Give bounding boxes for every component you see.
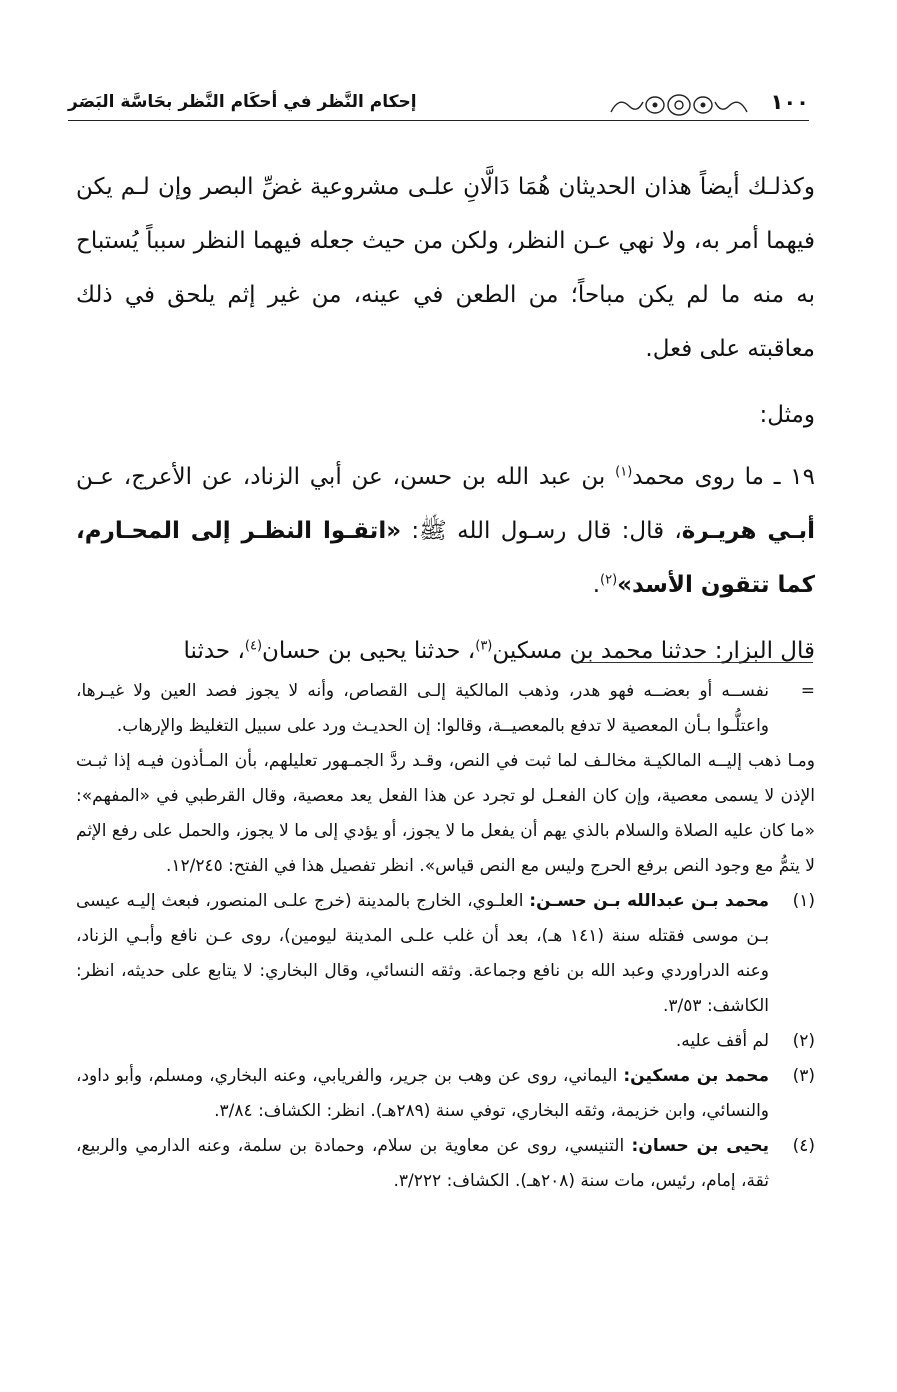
footnotes <box>76 674 815 1199</box>
paragraph-2: ومثل: <box>759 402 815 428</box>
main-text <box>76 160 815 690</box>
page-number: ١٠٠ <box>770 90 809 114</box>
footnote-continuation: = نفســه أو بعضــه فهو هدر، وذهب المالكية إلـى القصاص، وأنه لا يجوز فصد العين ولا غيـرها، واعتلُّـوا بـأن المعصية لا تدفع بالمعصيــة، وقالوا: إن الحديـث ورد على سبيل التغليظ والإرهاب. <box>76 674 815 744</box>
footnote-ref-1[interactable]: (١) <box>615 464 633 480</box>
header-rule <box>68 120 809 121</box>
footnote-ref-2[interactable]: (٢) <box>600 572 618 588</box>
footnote-3: (٣) محمد بن مسكين: اليماني، روى عن وهب بن جرير، والفريابي، وعنه البخاري، ومسلم، وأبو داود، والنسائي، وابن خزيمة، وثقه البخاري، توفي سنة (٢٨٩هـ). انظر: الكشاف: ٣/٨٤. <box>76 1066 815 1121</box>
footnote-4: (٤) يحيى بن حسان: التنيسي، روى عن معاوية بن سلام، وحمادة بن سلمة، وعنه الدارمي والربيع، ثقة، إمام، رئيس، مات سنة (٢٠٨هـ). الكشاف: ٣/٢٢٢. <box>76 1136 815 1191</box>
footnote-continuation-2: ومـا ذهب إليــه المالكيـة مخالـف لما ثبت في النص، وقـد ردَّ الجمـهور تعليلهم، بأن المـأذون فيـه إذا ثبـت الإذن لا يسمى معصية، وإن كان الفعـل لو تجرد عن هذا الفعل يعد معصية، وقال القرطبي في «المفهم»: «ما كان عليه الصلاة والسلام بالذي يهم أن يفعل ما لا يجوز، أو يؤدي إلى ما لا يجوز، والحمل على رفع الإثم لا يتمُّ مع وجود النص برفع الحرج وليس مع النص قياس». انظر تفصيل هذا في الفتح: ١٢/٢٤٥. <box>76 751 815 876</box>
paragraph-1: وكذلـك أيضاً هذان الحديثان هُمَا دَالَّانِ علـى مشروعية غضِّ البصر وإن لـم يكن فيهما أمر به، ولا نهي عـن النظر، ولكن من حيث جعله فيهما النظر سبباً يُستباح به منه ما لم يكن مباحاً؛ من الطعن في عينه، من غير إثم يلحق في ذلك معاقبته على فعل. <box>76 174 815 362</box>
book-title: إحكام النَّظر في أحكَام النَّظر بحَاسَّة البَصَر <box>68 92 417 112</box>
running-header <box>68 86 809 122</box>
footnote-ref-4[interactable]: (٤) <box>244 638 263 654</box>
hadith-text: «اتقـوا النظـر إلى المحـارم، كما تتقون الأسد» <box>76 518 815 598</box>
footnote-separator <box>578 662 813 663</box>
continuation-mark: = <box>800 681 815 701</box>
footnote-2: (٢) لم أقف عليه. <box>675 1031 815 1051</box>
hadith-19: ١٩ ـ ما روى محمد$^{(١)}$ بن عبد الله بن حسن، عن أبي الزناد، عن الأعرج، عـن أبـي هريـرة، قال: قال رسـول الله ﷺ: «اتقـوا النظـر إلى المحـارم، كما تتقون الأسد»$^{(٢)}$. <box>76 464 816 598</box>
narrator-name: أبـي هريـرة <box>681 518 815 544</box>
paragraph-4: قال البزار: حدثنا محمد بن مسكين$^{(٣)}$، حدثنا يحيى بن حسان$^{(٤)}$، حدثنا <box>183 638 815 664</box>
footnote-ref-3[interactable]: (٣) <box>475 638 493 654</box>
footnote-1: (١) محمد بـن عبدالله بـن حسـن: العلـوي، الخارج بالمدينة (خرج علـى المنصور، فبعث إليـه عيسى بـن موسى فقتله سنة (١٤١ هـ)، بعد أن غلب علـى المدينة ليومين)، روى عـن نافع وأبـي الزناد، وعنه الدراوردي وعبد الله بن نافع وجماعة. وثقه النسائي، وقال البخاري: لا يتابع على حديثه، انظر: الكاشف: ٣/٥٣. <box>76 891 815 1016</box>
ornament-icon <box>609 92 749 118</box>
